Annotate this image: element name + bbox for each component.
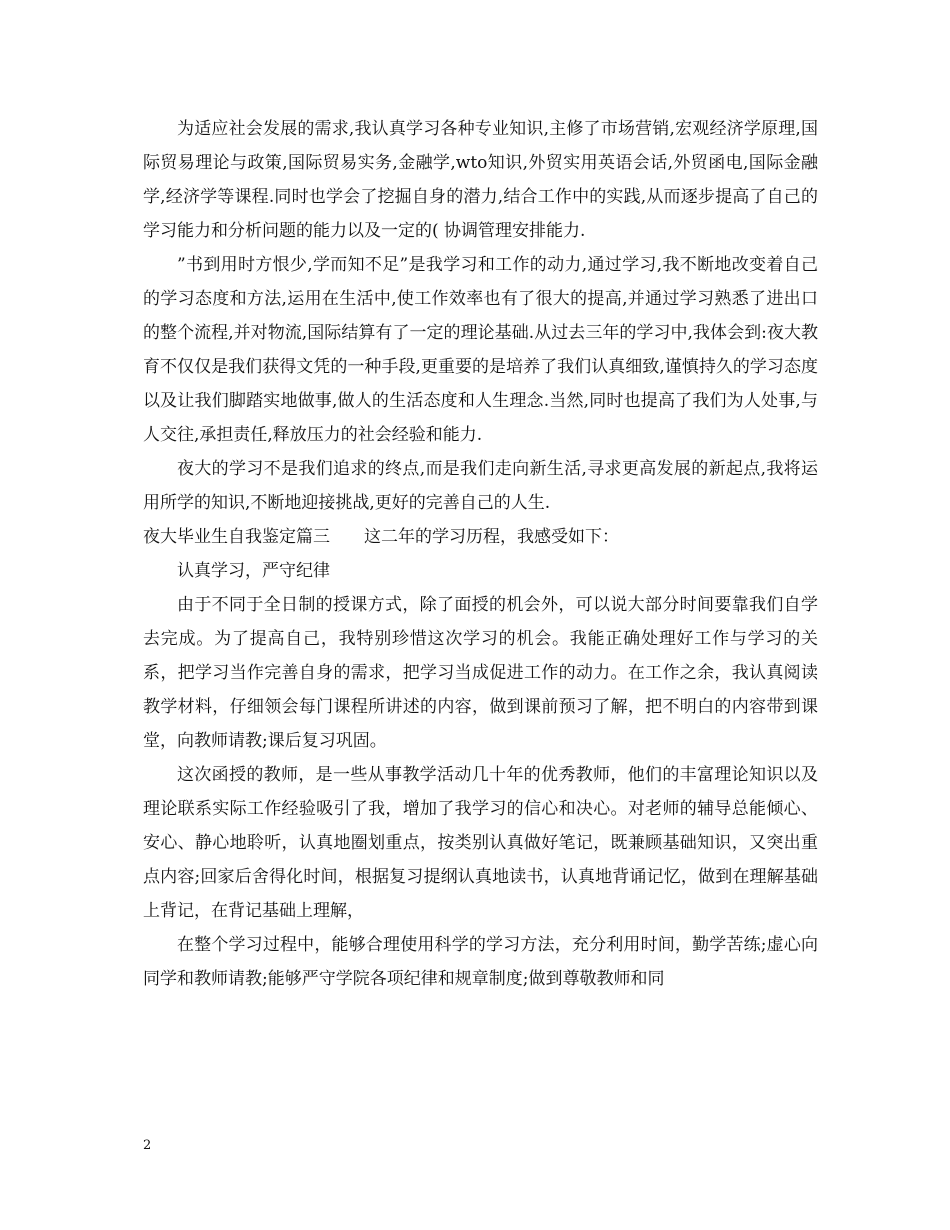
paragraph: 由于不同于全日制的授课方式，除了面授的机会外，可以说大部分时间要靠我们自学去完成。为了提高自己，我特别珍惜这次学习的机会。我能正确处理好工作与学习的关系，把学习当作完善自身的需求，把学习当成促进工作的动力。在工作之余，我认真阅读教学材料，仔细领会每门课程所讲述的内容，做到课前预习了解，把不明白的内容带到课堂，向教师请教;课后复习巩固。 [143,595,818,751]
paragraph: 这次函授的教师，是一些从事教学活动几十年的优秀教师，他们的丰富理论知识以及理论联系实际工作经验吸引了我，增加了我学习的信心和决心。对老师的辅导总能倾心、安心、静心地聆听，认真地圈划重点，按类别认真做好笔记，既兼顾基础知识，又突出重点内容;回家后舍得化时间，根据复习提纲认真地读书，认真地背诵记忆，做到在理解基础上背记，在背记基础上理解， [143,765,818,921]
paragraph: 夜大的学习不是我们追求的终点,而是我们走向新生活,寻求更高发展的新起点,我将运用所学的知识,不断地迎接挑战,更好的完善自己的人生. [143,459,818,513]
subheading: 认真学习，严守纪律 [177,561,330,581]
paragraph: 为适应社会发展的需求,我认真学习各种专业知识,主修了市场营销,宏观经济学原理,国际贸易理论与政策,国际贸易实务,金融学,wto知识,外贸实用英语会话,外贸函电,国际金融学,经济学等课程.同时也学会了挖掘自身的潜力,结合工作中的实践,从而逐步提高了自己的学习能力和分析问题的能力以及一定的( 协调管理安排能力. [143,119,818,241]
document-body [143,112,818,996]
section-intro: 这二年的学习历程，我感受如下： [364,527,619,547]
section-title: 夜大毕业生自我鉴定篇三 [143,527,330,547]
paragraph: ”书到用时方恨少,学而知不足”是我学习和工作的动力,通过学习,我不断地改变着自己的学习态度和方法,运用在生活中,使工作效率也有了很大的提高,并通过学习熟悉了进出口的整个流程,并对物流,国际结算有了一定的理论基础.从过去三年的学习中,我体会到:夜大教育不仅仅是我们获得文凭的一种手段,更重要的是培养了我们认真细致,谨慎持久的学习态度以及让我们脚踏实地做事,做人的生活态度和人生理念.当然,同时也提高了我们为人处事,与人交往,承担责任,释放压力的社会经验和能力. [143,255,818,445]
page-number: 2 [143,1138,152,1153]
paragraph: 在整个学习过程中，能够合理使用科学的学习方法，充分利用时间，勤学苦练;虚心向同学和教师请教;能够严守学院各项纪律和规章制度;做到尊敬教师和同 [143,935,818,989]
section-heading-line [143,520,818,554]
